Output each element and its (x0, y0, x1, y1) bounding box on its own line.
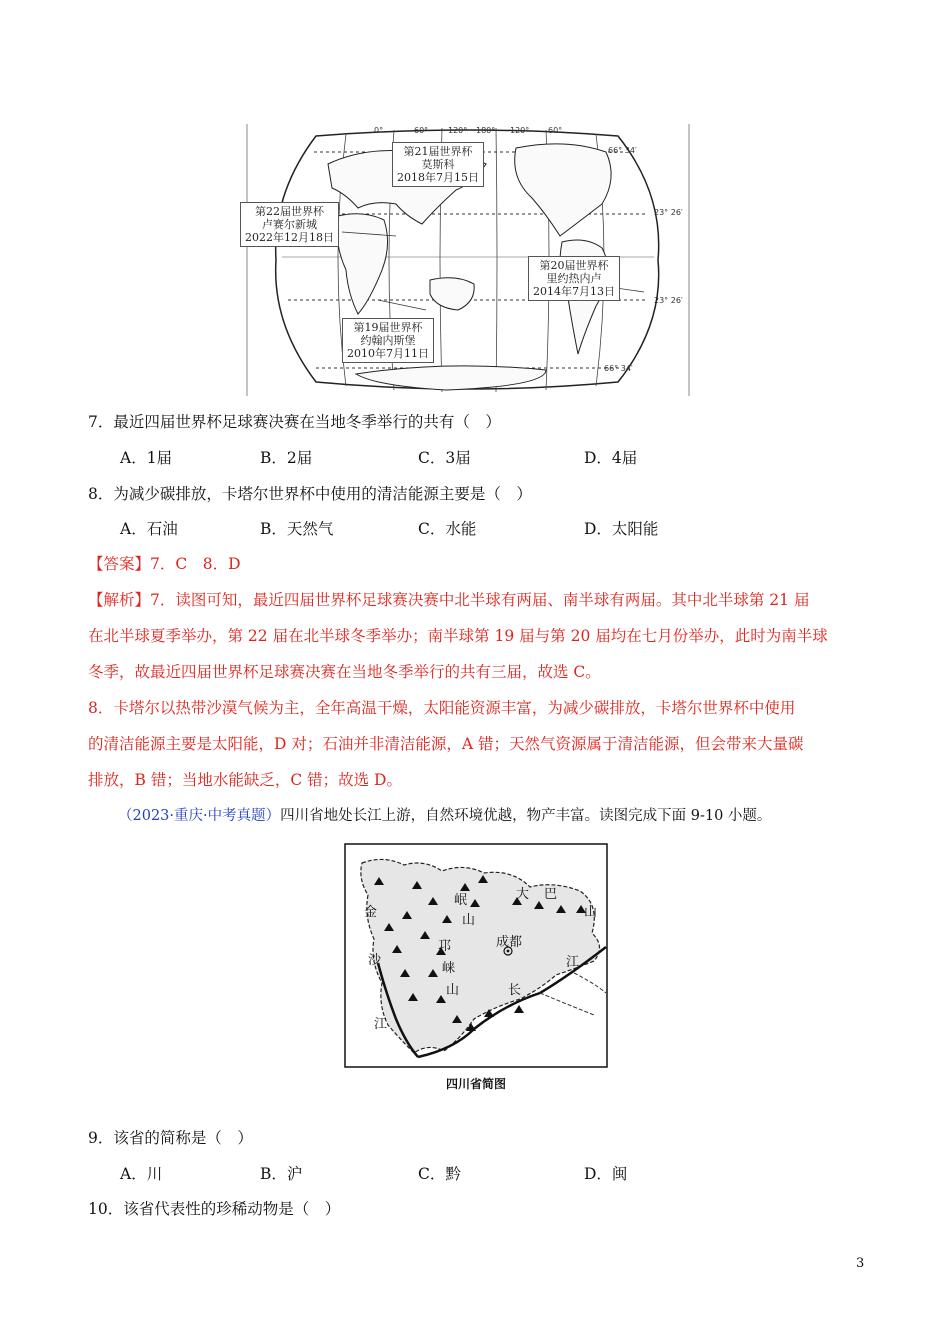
latitude-label: 66° 34′ (604, 364, 633, 373)
wc22-line: 2022年12月18日 (245, 231, 334, 244)
world-cup-map-figure (246, 124, 690, 396)
wc22-line: 卢赛尔新城 (262, 218, 317, 231)
question-8-stem: 8．为减少碳排放，卡塔尔世界杯中使用的清洁能源主要是（ ） (88, 485, 532, 503)
map-label-jiang-2: 江 (566, 955, 580, 970)
q7-option-c[interactable]: C．3届 (418, 449, 471, 467)
world-cup-22-label (240, 202, 339, 247)
longitude-label: 120° (448, 126, 468, 135)
map-label-min: 岷 (454, 893, 468, 908)
longitude-label: 0° (374, 126, 384, 135)
analysis-line-1 (88, 590, 809, 610)
answer-tag: 【答案】 (88, 555, 151, 573)
analysis-text: 7．读图可知，最近四届世界杯足球赛决赛中北半球有两届、南半球有两届。其中北半球第 21 届 (150, 591, 810, 609)
wc19-line: 约翰内斯堡 (360, 334, 416, 347)
sichuan-map-figure (344, 843, 608, 1111)
map-label-ba: 巴 (544, 887, 558, 902)
answer-line (88, 554, 241, 574)
wc20-line: 2014年7月13日 (533, 285, 615, 298)
map-label-jin: 金 (364, 905, 378, 920)
longitude-label: 60° (548, 126, 563, 135)
longitude-label: 120° (510, 126, 530, 135)
map-label-qiong-shan: 山 (446, 983, 460, 998)
map-label-min-shan: 山 (462, 913, 476, 928)
source-tag: （2023·重庆·中考真题） (118, 808, 281, 824)
map-label-qiong: 邛 (438, 939, 452, 954)
q8-option-d[interactable]: D．太阳能 (584, 520, 659, 538)
map-label-lai: 崃 (442, 961, 456, 976)
sichuan-map-caption: 四川省简图 (445, 1077, 506, 1091)
world-cup-19-label (342, 318, 434, 363)
q9-option-b[interactable]: B．沪 (260, 1165, 303, 1183)
map-label-chang: 长 (508, 983, 522, 998)
analysis-line-4: 8．卡塔尔以热带沙漠气候为主，全年高温干燥，太阳能资源丰富，为减少碳排放，卡塔尔世界杯中使用 (88, 699, 796, 717)
q8-option-a[interactable]: A．石油 (120, 520, 178, 538)
wc21-line: 莫斯科 (421, 158, 455, 171)
wc20-line: 里约热内卢 (546, 272, 602, 285)
map-label-da: 大 (516, 887, 530, 902)
question-7-stem: 7．最近四届世界杯足球赛决赛在当地冬季举行的共有（ ） (88, 413, 501, 431)
q7-option-d[interactable]: D．4届 (584, 449, 638, 467)
wc20-line: 第20届世界杯 (539, 259, 609, 272)
page-number: 3 (856, 1256, 865, 1271)
q8-option-c[interactable]: C．水能 (418, 520, 477, 538)
analysis-line-5: 的清洁能源主要是太阳能，D 对；石油并非清洁能源，A 错；天然气资源属于清洁能源，但会带来大量碳 (88, 735, 804, 753)
q9-option-c[interactable]: C．黔 (418, 1165, 461, 1183)
answer-text: 7．C 8．D (150, 555, 241, 573)
question-9-stem: 9．该省的简称是（ ） (88, 1129, 253, 1147)
map-label-chengdu: 成都 (496, 935, 523, 950)
map-label-sha: 沙 (368, 953, 382, 968)
q7-option-b[interactable]: B．2届 (260, 449, 313, 467)
analysis-line-2: 在北半球夏季举办，第 22 届在北半球冬季举办；南半球第 19 届与第 20 届均在七月份举办，此时为南半球 (88, 627, 828, 645)
analysis-tag: 【解析】 (88, 591, 151, 609)
q7-option-a[interactable]: A．1届 (120, 449, 173, 467)
q9-option-d[interactable]: D．闽 (584, 1165, 628, 1183)
q9-option-a[interactable]: A．川 (120, 1165, 163, 1183)
map-label-ba-shan: 山 (584, 905, 598, 920)
longitude-label: 180° (476, 126, 496, 135)
latitude-label: 23° 26′ (654, 208, 683, 217)
wc19-line: 2010年7月11日 (347, 347, 429, 360)
world-cup-20-label (528, 256, 620, 301)
world-cup-21-label (392, 142, 484, 187)
map-label-jiang-1: 江 (374, 1017, 388, 1032)
wc19-line: 第19届世界杯 (353, 321, 423, 334)
wc21-line: 第21届世界杯 (403, 145, 473, 158)
latitude-label: 23° 26′ (654, 296, 683, 305)
intro-text: 四川省地处长江上游，自然环境优越，物产丰富。读图完成下面 9-10 小题。 (280, 808, 772, 824)
q8-option-b[interactable]: B．天然气 (260, 520, 334, 538)
longitude-label: 60° (414, 126, 429, 135)
question-10-stem: 10．该省代表性的珍稀动物是（ ） (88, 1200, 341, 1218)
wc21-line: 2018年7月15日 (397, 171, 479, 184)
analysis-line-6: 排放，B 错；当地水能缺乏，C 错；故选 D。 (88, 771, 402, 789)
analysis-line-3: 冬季，故最近四届世界杯足球赛决赛在当地冬季举行的共有三届，故选 C。 (88, 663, 601, 681)
latitude-label: 66° 34′ (608, 146, 637, 155)
section-intro (118, 806, 771, 826)
wc22-line: 第22届世界杯 (255, 205, 324, 218)
